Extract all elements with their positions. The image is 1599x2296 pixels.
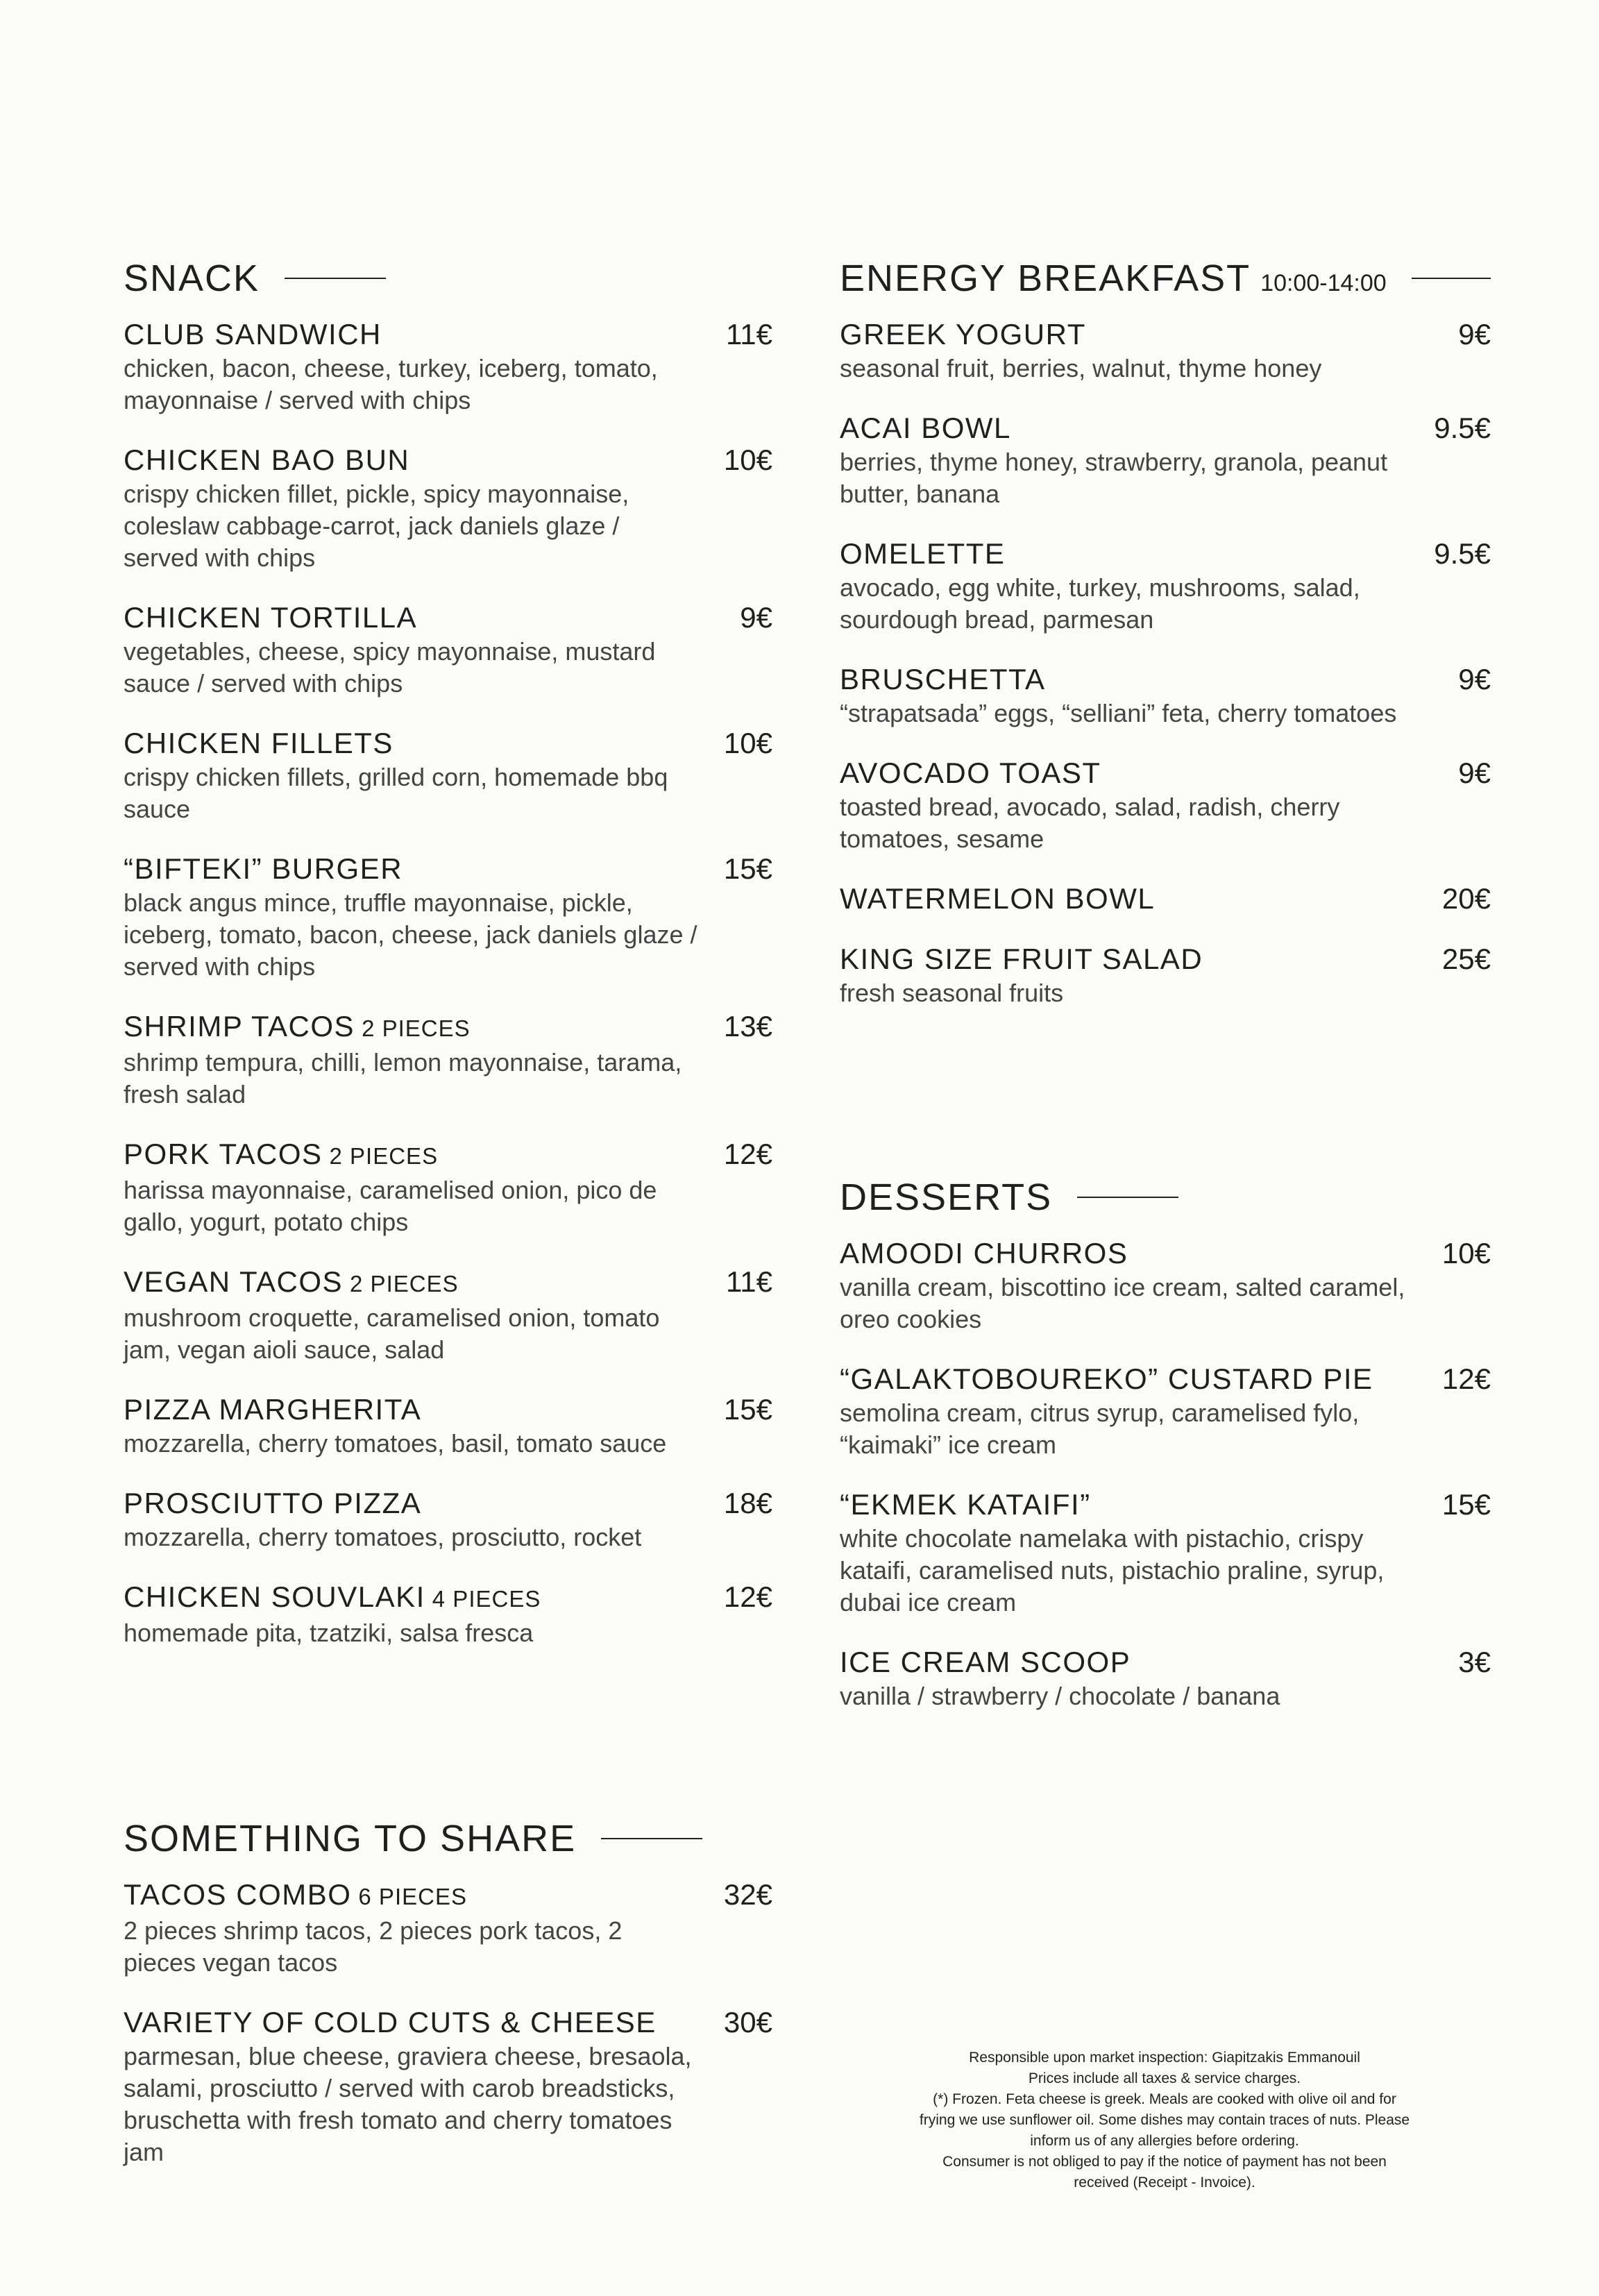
menu-item-name bbox=[124, 1265, 459, 1301]
menu-item-pieces: 2 PIECES bbox=[329, 1143, 439, 1169]
menu-item-title: OMELETTE bbox=[840, 537, 1006, 570]
section-title bbox=[124, 260, 772, 297]
section-title bbox=[840, 1176, 1491, 1218]
menu-item-price: 9.5€ bbox=[1434, 537, 1491, 570]
menu-item-price: 11€ bbox=[726, 1265, 772, 1298]
menu-item-name bbox=[124, 318, 382, 351]
menu-item bbox=[124, 727, 772, 825]
menu-item-title: “BIFTEKI” BURGER bbox=[124, 852, 403, 885]
menu-item-pieces: 2 PIECES bbox=[350, 1271, 459, 1297]
menu-item-name bbox=[840, 943, 1203, 976]
menu-item bbox=[124, 444, 772, 574]
footnote-line: (*) Frozen. Feta cheese is greek. Meals are cooked with olive oil and for bbox=[933, 2091, 1396, 2107]
menu-item-description: “strapatsada” eggs, “selliani” feta, cherry tomatoes bbox=[840, 699, 1397, 727]
menu-item-title: BRUSCHETTA bbox=[840, 663, 1046, 695]
menu-item-title: AVOCADO TOAST bbox=[840, 757, 1101, 789]
menu-item-description: vegetables, cheese, spicy mayonnaise, mustard sauce / served with chips bbox=[124, 637, 656, 698]
menu-item-description: shrimp tempura, chilli, lemon mayonnaise, tarama, fresh salad bbox=[124, 1048, 682, 1108]
menu-item bbox=[124, 601, 772, 700]
section-title bbox=[840, 260, 1491, 297]
menu-item-description: harissa mayonnaise, caramelised onion, pico de gallo, yogurt, potato chips bbox=[124, 1176, 657, 1236]
menu-item-title: CHICKEN BAO BUN bbox=[124, 444, 410, 476]
footnote-line: received (Receipt - Invoice). bbox=[1074, 2175, 1255, 2191]
menu-item bbox=[124, 2006, 772, 2168]
menu-item-price: 9€ bbox=[1458, 757, 1491, 789]
menu-item bbox=[840, 943, 1491, 1009]
menu-item-header bbox=[124, 444, 772, 477]
menu-item-description: fresh seasonal fruits bbox=[840, 979, 1064, 1007]
menu-item-name bbox=[124, 2006, 657, 2039]
desserts-title: DESSERTS bbox=[840, 1176, 1053, 1218]
menu-item-name bbox=[124, 1878, 467, 1914]
menu-item-header bbox=[124, 852, 772, 886]
menu-item bbox=[840, 663, 1491, 729]
breakfast-items bbox=[840, 318, 1491, 1009]
snack-section bbox=[124, 260, 772, 1676]
menu-item-price: 32€ bbox=[723, 1878, 772, 1911]
menu-item-header bbox=[840, 882, 1491, 915]
share-items bbox=[124, 1878, 772, 2168]
menu-item-description: vanilla / strawberry / chocolate / banana bbox=[840, 1682, 1280, 1710]
menu-item bbox=[840, 1646, 1491, 1712]
footnote-line: Responsible upon market inspection: Giapitzakis Emmanouil bbox=[969, 2050, 1360, 2066]
menu-item bbox=[840, 882, 1491, 915]
menu-item bbox=[124, 318, 772, 416]
menu-item-title: PORK TACOS bbox=[124, 1138, 323, 1170]
menu-item-description: chicken, bacon, cheese, turkey, iceberg, tomato, mayonnaise / served with chips bbox=[124, 354, 658, 414]
menu-item-description: crispy chicken fillet, pickle, spicy mayonnaise, coleslaw cabbage-carrot, jack daniels glaze / served with chips bbox=[124, 480, 629, 572]
menu-item bbox=[840, 412, 1491, 510]
menu-item-description: mozzarella, cherry tomatoes, basil, tomato sauce bbox=[124, 1429, 667, 1458]
menu-item-header bbox=[124, 1580, 772, 1616]
menu-item-name bbox=[124, 1010, 471, 1045]
menu-item-name bbox=[840, 757, 1101, 790]
menu-item-name bbox=[124, 1580, 541, 1616]
menu-item-price: 15€ bbox=[723, 852, 772, 885]
title-rule bbox=[285, 278, 386, 279]
menu-item-description: toasted bread, avocado, salad, radish, cherry tomatoes, sesame bbox=[840, 793, 1340, 853]
menu-item-description: berries, thyme honey, strawberry, granola, peanut butter, banana bbox=[840, 448, 1388, 508]
menu-item-pieces: 4 PIECES bbox=[432, 1586, 541, 1612]
menu-item bbox=[124, 1878, 772, 1979]
menu-item bbox=[840, 1237, 1491, 1335]
menu-item-price: 12€ bbox=[723, 1138, 772, 1170]
snack-items bbox=[124, 318, 772, 1649]
menu-item bbox=[124, 1138, 772, 1238]
menu-item bbox=[124, 1487, 772, 1553]
menu-item-price: 15€ bbox=[1441, 1488, 1491, 1521]
menu-item-price: 12€ bbox=[723, 1580, 772, 1613]
share-title: SOMETHING TO SHARE bbox=[124, 1818, 577, 1859]
menu-item-title: WATERMELON BOWL bbox=[840, 882, 1156, 915]
menu-item-header bbox=[124, 1010, 772, 1045]
menu-item-header bbox=[124, 318, 772, 351]
menu-item-price: 9€ bbox=[740, 601, 772, 634]
menu-item-header bbox=[840, 1488, 1491, 1521]
menu-item-header bbox=[124, 2006, 772, 2039]
menu-item bbox=[840, 757, 1491, 855]
title-rule bbox=[601, 1838, 702, 1839]
menu-item-price: 18€ bbox=[723, 1487, 772, 1519]
menu-item-title: CHICKEN SOUVLAKI bbox=[124, 1580, 425, 1613]
desserts-items bbox=[840, 1237, 1491, 1712]
menu-item-title: ACAI BOWL bbox=[840, 412, 1011, 444]
menu-item-header bbox=[840, 1237, 1491, 1270]
menu-item-price: 9€ bbox=[1458, 318, 1491, 351]
menu-item-description: seasonal fruit, berries, walnut, thyme honey bbox=[840, 354, 1322, 382]
menu-item-name bbox=[124, 727, 394, 760]
menu-item-name bbox=[124, 601, 417, 634]
menu-item-description: homemade pita, tzatziki, salsa fresca bbox=[124, 1619, 534, 1647]
menu-item-title: ICE CREAM SCOOP bbox=[840, 1646, 1131, 1678]
menu-item-price: 10€ bbox=[723, 444, 772, 476]
menu-item-title: PIZZA MARGHERITA bbox=[124, 1393, 422, 1426]
menu-item-price: 20€ bbox=[1441, 882, 1491, 915]
menu-item-title: CHICKEN FILLETS bbox=[124, 727, 394, 759]
menu-item-name bbox=[124, 444, 409, 477]
menu-item-header bbox=[840, 663, 1491, 696]
menu-item-title: GREEK YOGURT bbox=[840, 318, 1086, 351]
menu-item-name bbox=[840, 318, 1086, 351]
menu-item-title: VEGAN TACOS bbox=[124, 1265, 344, 1298]
menu-item-price: 9.5€ bbox=[1434, 412, 1491, 444]
desserts-section bbox=[840, 1176, 1491, 1739]
menu-item-description: white chocolate namelaka with pistachio, crispy kataifi, caramelised nuts, pistachio praline, syrup, dubai ice cream bbox=[840, 1524, 1385, 1617]
menu-item-price: 25€ bbox=[1441, 943, 1491, 975]
menu-item-description: parmesan, blue cheese, graviera cheese, bresaola, salami, prosciutto / served with carob breadsticks, bruschetta with fresh tomato and cherry tomatoes jam bbox=[124, 2042, 692, 2166]
menu-item-pieces: 2 PIECES bbox=[362, 1015, 471, 1041]
menu-item-title: “EKMEK KATAIFI” bbox=[840, 1488, 1091, 1521]
menu-item bbox=[124, 1010, 772, 1111]
menu-item-name bbox=[840, 412, 1011, 445]
menu-item-header bbox=[840, 318, 1491, 351]
menu-item-title: TACOS COMBO bbox=[124, 1878, 352, 1911]
menu-item-title: CLUB SANDWICH bbox=[124, 318, 382, 351]
menu-item-name bbox=[124, 852, 403, 886]
menu-item bbox=[124, 1265, 772, 1366]
title-rule bbox=[1412, 278, 1491, 279]
menu-item-name bbox=[840, 1488, 1091, 1521]
menu-item-price: 11€ bbox=[726, 318, 772, 351]
menu-item-name bbox=[840, 537, 1005, 571]
menu-item bbox=[124, 1580, 772, 1649]
menu-item-name bbox=[840, 882, 1155, 915]
menu-item-title: CHICKEN TORTILLA bbox=[124, 601, 418, 634]
footnote-line: Prices include all taxes & service charges. bbox=[1028, 2070, 1301, 2086]
menu-item-header bbox=[124, 1878, 772, 1914]
menu-item-name bbox=[124, 1487, 421, 1520]
menu-item-name bbox=[124, 1393, 421, 1426]
menu-item-title: KING SIZE FRUIT SALAD bbox=[840, 943, 1203, 975]
menu-item-header bbox=[840, 412, 1491, 445]
section-title bbox=[124, 1820, 772, 1857]
menu-item-header bbox=[124, 1138, 772, 1173]
menu-item-description: semolina cream, citrus syrup, caramelised fylo, “kaimaki” ice cream bbox=[840, 1399, 1360, 1459]
menu-item-price: 12€ bbox=[1441, 1362, 1491, 1395]
menu-item-header bbox=[124, 1265, 772, 1301]
menu-item-header bbox=[840, 757, 1491, 790]
menu-item bbox=[840, 318, 1491, 385]
menu-item-header bbox=[124, 1393, 772, 1426]
menu-item-price: 13€ bbox=[723, 1010, 772, 1043]
menu-item-price: 15€ bbox=[723, 1393, 772, 1426]
menu-item-description: black angus mince, truffle mayonnaise, pickle, iceberg, tomato, bacon, cheese, jack daniels glaze / served with chips bbox=[124, 888, 697, 981]
title-rule bbox=[1077, 1197, 1178, 1198]
footnote-line: Consumer is not obliged to pay if the notice of payment has not been bbox=[942, 2154, 1387, 2170]
menu-item-header bbox=[124, 1487, 772, 1520]
menu-item-name bbox=[840, 1646, 1131, 1679]
menu-item bbox=[124, 1393, 772, 1460]
breakfast-section bbox=[840, 260, 1491, 1036]
menu-item-price: 3€ bbox=[1458, 1646, 1491, 1678]
menu-item-description: avocado, egg white, turkey, mushrooms, salad, sourdough bread, parmesan bbox=[840, 573, 1360, 634]
menu-item-header bbox=[840, 537, 1491, 571]
menu-item-description: mozzarella, cherry tomatoes, prosciutto, rocket bbox=[124, 1523, 642, 1551]
menu-item-title: SHRIMP TACOS bbox=[124, 1010, 355, 1043]
menu-item-name bbox=[840, 1237, 1128, 1270]
menu-item-header bbox=[124, 727, 772, 760]
share-section bbox=[124, 1820, 772, 2195]
menu-item-title: AMOODI CHURROS bbox=[840, 1237, 1128, 1269]
menu-item-title: VARIETY OF COLD CUTS & CHEESE bbox=[124, 2006, 657, 2038]
menu-item bbox=[124, 852, 772, 983]
menu-item bbox=[840, 1488, 1491, 1619]
menu-item-price: 30€ bbox=[723, 2006, 772, 2038]
menu-item-price: 10€ bbox=[1441, 1237, 1491, 1269]
menu-item-description: vanilla cream, biscottino ice cream, salted caramel, oreo cookies bbox=[840, 1273, 1405, 1333]
menu-item-description: 2 pieces shrimp tacos, 2 pieces pork tacos, 2 pieces vegan tacos bbox=[124, 1916, 623, 1977]
footnote-line: inform us of any allergies before ordering. bbox=[1030, 2133, 1299, 2149]
menu-item-name bbox=[124, 1138, 438, 1173]
menu-item-price: 9€ bbox=[1458, 663, 1491, 695]
menu-item bbox=[840, 537, 1491, 636]
menu-item bbox=[840, 1362, 1491, 1461]
menu-item-pieces: 6 PIECES bbox=[358, 1884, 467, 1909]
menu-item-price: 10€ bbox=[723, 727, 772, 759]
menu-item-name bbox=[840, 663, 1046, 696]
footnote-line: frying we use sunflower oil. Some dishes may contain traces of nuts. Please bbox=[919, 2112, 1410, 2128]
menu-item-header bbox=[840, 943, 1491, 976]
breakfast-title: ENERGY BREAKFAST bbox=[840, 258, 1251, 299]
menu-item-title: “GALAKTOBOUREKO” CUSTARD PIE bbox=[840, 1362, 1373, 1395]
menu-item-description: crispy chicken fillets, grilled corn, homemade bbq sauce bbox=[124, 763, 668, 823]
breakfast-time: 10:00-14:00 bbox=[1260, 270, 1387, 296]
menu-item-name bbox=[840, 1362, 1373, 1396]
menu-item-title: PROSCIUTTO PIZZA bbox=[124, 1487, 422, 1519]
footnote bbox=[880, 2048, 1449, 2193]
menu-item-header bbox=[840, 1362, 1491, 1396]
menu-item-header bbox=[840, 1646, 1491, 1679]
menu-item-description: mushroom croquette, caramelised onion, tomato jam, vegan aioli sauce, salad bbox=[124, 1303, 660, 1364]
snack-title: SNACK bbox=[124, 258, 260, 299]
menu-item-header bbox=[124, 601, 772, 634]
